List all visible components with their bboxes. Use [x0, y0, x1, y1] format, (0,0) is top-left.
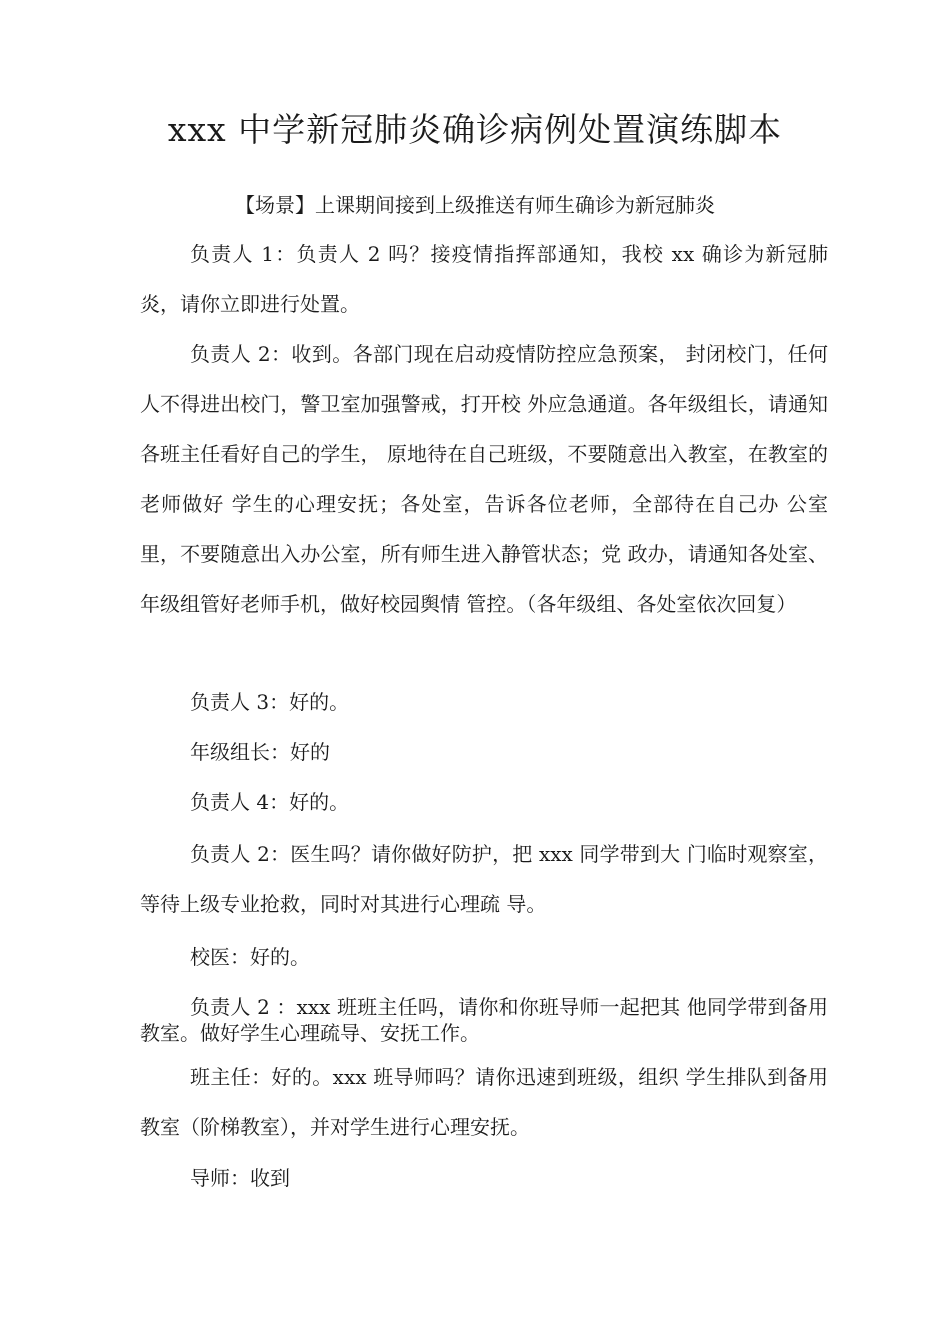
dialogue-paragraph-4: 年级组长：好的	[190, 740, 330, 764]
dialogue-paragraph-5: 负责人 4：好的。	[190, 790, 350, 814]
dialogue-paragraph-6: 负责人 2：医生吗？请你做好防护，把 xxx 同学带到大 门临时观察室，等待上级专业抢救，同时对其进行心理疏 导。	[140, 842, 828, 916]
dialogue-paragraph-2: 负责人 2：收到。各部门现在启动疫情防控应急预案， 封闭校门，任何人不得进出校门，警卫室加强警戒，打开校 外应急通道。各年级组长，请通知各班主任看好自己的学生， 原地待在自己班级，不要随意出入教室，在教室的老师做好 学生的心理安抚；各处室，告诉各位老师，全部待在自己办 公室里，不要随意出入办公室，所有师生进入静管状态；党 政办，请通知各处室、年级组管好老师手机，做好校园舆情 管控。（各年级组、各处室依次回复）	[140, 342, 828, 616]
dialogue-paragraph-7: 校医：好的。	[190, 945, 310, 969]
document-title: xxx 中学新冠肺炎确诊病例处置演练脚本	[167, 110, 783, 149]
dialogue-paragraph-9: 班主任：好的。xxx 班导师吗？请你迅速到班级，组织 学生排队到备用教室（阶梯教室），并对学生进行心理安抚。	[140, 1065, 828, 1139]
dialogue-paragraph-1: 负责人 1：负责人 2 吗？接疫情指挥部通知，我校 xx 确诊为新冠肺炎，请你立即进行处置。	[140, 242, 828, 316]
scene-description: 【场景】上课期间接到上级推送有师生确诊为新冠肺炎	[235, 193, 715, 217]
dialogue-paragraph-8: 负责人 2 ：xxx 班班主任吗，请你和你班导师一起把其 他同学带到备用教室。做好学生心理疏导、安抚工作。	[140, 995, 828, 1045]
dialogue-paragraph-10: 导师：收到	[190, 1166, 290, 1190]
dialogue-paragraph-3: 负责人 3：好的。	[190, 690, 350, 714]
